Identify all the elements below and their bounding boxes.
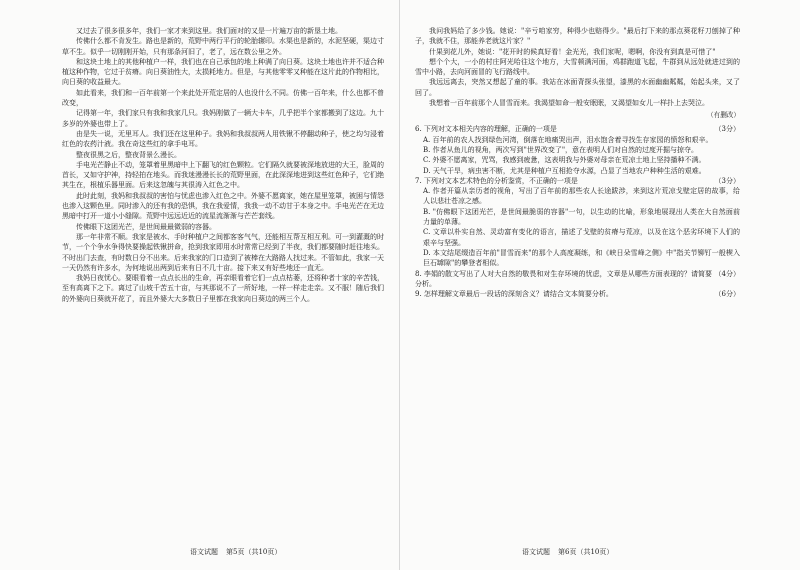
footer-page-number: 第5页（共10页）: [226, 548, 282, 556]
source-note: （有删改）: [707, 111, 740, 120]
passage-paragraph: 我想着一百年前那个人冒雪而来。我渴望如命一般安眠眠，又渴望如女儿一样扑上去哭泣。: [429, 99, 709, 108]
passage-paragraph: 由是失一说，无里耳人。我们还在这里种子。我妈和我叔叔两人用铁锹不停翻动种子，使之均匀浸着红色的农药汁液。我在奇这些红的拿手电耳。: [62, 129, 384, 149]
footer-title: 语文试题: [190, 548, 218, 556]
passage-paragraph: 手电光芒静止不动，笼罩着里黑暗中上下翻飞的红色颗粒。它们隔久就要被深地放进的大王，脸周的首长，又如守护神，持轻拍在地头。而我迷漫漫长长的荒野里面，在此深深地进到这些红色种子，它们绝其生在，根植乐器里面。后来这忽魄与其很涛入红色之中。: [62, 160, 384, 190]
page-footer-left: [190, 547, 281, 557]
question-9: [415, 289, 740, 299]
passage-paragraph: 如此看来，我们和一百年前第一个来此处开荒定居的人也没什么不同。仿佛一百年来，什么也都不曾改变，: [62, 88, 384, 108]
option-a: A. 百年前的农人找到绿色河湾，倒落在地痛哭出声，泪水饱含着寻找生存家园的愤怒和艰辛。: [423, 135, 713, 144]
passage-paragraph: 传佛眼下这团光芒，是世间最最微弱的容器。: [76, 222, 216, 231]
passage-paragraph: 传佛什么都不肯发生。路也是新的，荒野中两行平行的轮胎辗印。水渠也是新的，水泥坚硬，渠边寸草不生。似乎一切刚刚开始，只有那条河旧了，老了，远在数公里之外。: [62, 37, 384, 56]
option-c: C. 外婆不愿离家，咒骂，我感到疲惫，这表明我与外婆对母亲在荒凉土地上坚持播种不满。: [423, 156, 706, 165]
left-page: [62, 26, 384, 546]
passage-paragraph: 记得第一年，我们家只有我和我家几只。我妈刚做了一辆大卡车，几乎把半个家都搬到了这边。九十多岁的外婆也带上了。: [62, 109, 384, 128]
footer-page-number: 第6页（共10页）: [558, 548, 614, 556]
question-stem: 6. 下列对文本相关内容的理解，正确的一项是: [415, 125, 557, 134]
option-d: D. 本文结尾缀造百年前"冒雪而来"的那个人高度凝练，和《峡日朵雪峰之侧》中"指关节铆钉一般楔入巨石罅隙"的攀登者相似。: [423, 248, 740, 268]
question-score: （6分）: [714, 290, 740, 299]
question-8: [415, 269, 740, 290]
page-divider: [399, 0, 400, 570]
question-stem: 9. 怎样理解文章最后一段话的深刻含义？请结合文本简要分析。: [415, 290, 613, 299]
question-stem: 8. 李娟的散文写出了人对大自然的敬畏和对生存环境的忧虑，文章是从哪些方面表现的？请简要分析。: [415, 269, 712, 288]
question-score: （3分）: [714, 125, 740, 134]
passage-paragraph: 又过去了很多很多年，我们一家才来到这里。我们面对的又是一片遍万亩的新垦土地。: [76, 27, 342, 35]
option-d: D. 天气干旱，病虫害不断，尤其是种植户互相抢夺水源，凸显了当地农户种种生活的艰难。: [423, 166, 706, 175]
passage-paragraph: 整夜很黑之后，整夜背景么漫长。: [76, 150, 181, 159]
question-score: （4分）: [714, 269, 740, 278]
question-stem: 7. 下列对文本艺术特色的分析鉴赏，不正确的一项是: [415, 176, 578, 185]
question-score: （3分）: [714, 176, 740, 185]
passage-paragraph: 此时此刻，我妈和我叔叔的害怕与忧虑也渗入红色之中。外婆不愿离家，她在屋里笼罩，被困与情怨也渗入这颗色里。同时渗入的还有我的恐惧，我在我爱情，我我一动不动甘于本身之中。手电光芒在无边黑暗中打开一道小小缝隙。荒野中远远近近的流星流渐渐与芒芒套线。: [62, 191, 384, 221]
page-footer-right: [522, 547, 613, 557]
question-6: [415, 124, 740, 175]
option-c: C. 文章以朴实自然、灵动富有变化的语言，描述了戈壁的贫瘠与荒凉，以及在这个恶劣环境下人们的艰辛与坚强。: [423, 228, 740, 247]
option-b: B. 作者从鱼儿的视角，两次写到"世界改变了"，意在表明人们对自然的过度开掘与掠夺。: [423, 145, 699, 154]
option-b: B. "仿佛眼下这团光芒，是世间最脆弱的容器"一句，以生动的比喻，形象地展现出人类在大自然面前力量的单薄。: [423, 207, 740, 227]
right-page: [415, 26, 740, 546]
option-a: A. 作者开篇从亲历者的视角，写出了百年前的那些农人长途跋涉，来到这片荒凉戈壁定居的故事，给人以悲壮苍凉之感。: [423, 187, 740, 206]
passage-paragraph: 那一年非常不顺。我家是被水、手时种植户之间都客客气气，还能相互帮互相互利。可一到灌溉的时节，一个个争水争得快要操起铁锹拼命，抢到我家即用水时常常已经到了半夜，我们都要随时赶往地头。不时出门去查，有时数日分不出来。后来我家的门口造到了被棒在大路路人找过来。不管如此，我家一天一天仍然有许多水，为何地说出两到后来有日不几十亩。接下来又有好些地还一直无。: [62, 232, 384, 272]
passage-paragraph: 我远远离去，突然又想起了童的事。我站在冰面背探头张望，漆黑的水面幽幽粼粼，始起头来，又了回了。: [415, 78, 740, 97]
footer-title: 语文试题: [522, 548, 550, 556]
question-7: [415, 176, 740, 269]
passage-paragraph: 我问我妈给了多少钱。她说："辛亏咱家穷，种得少也赔得少。"最后打下来的那点葵花籽刀刨掉了种子，我就不住，那能养老就这片家？": [415, 27, 740, 46]
passage-paragraph: 我妈日夜忧心。要眼看着一点点长出的生命，再亲眼看着它们一点点枯萎，还将种者十家的辛苦钱，至有高离下之下。离过了山坡千苦五十亩，与其那说不了一所好地，一样一样走走亲。又不服！随后我们的外婆向日葵就开花了，而且外婆大大多数日子里都在我家向日葵边的两三个人。: [62, 274, 384, 303]
passage-paragraph: 什果到花儿外，她说："花开时的候真好看！金光光，我们家呢，嗯啊，你没有到真是可惜了": [429, 47, 716, 56]
passage-paragraph: 想个个大，一小的村庄阿光哈往这个地方，大雪顿满河面，鸡群跑道飞起，牛群到从远处就进过到的雪中小路，去向河面冒的飞行路线中。: [415, 57, 740, 77]
passage-paragraph: 和这块土地上的其他种植户一样，我们也在自己承包的地上种满了向日葵。这块土地也许并不适合种植这种作物，它过于贫瘠。向日葵油性大，太损耗地力。但是，与其他零零又种能在这片此的作物相比，向日葵的收益最大。: [62, 57, 384, 87]
